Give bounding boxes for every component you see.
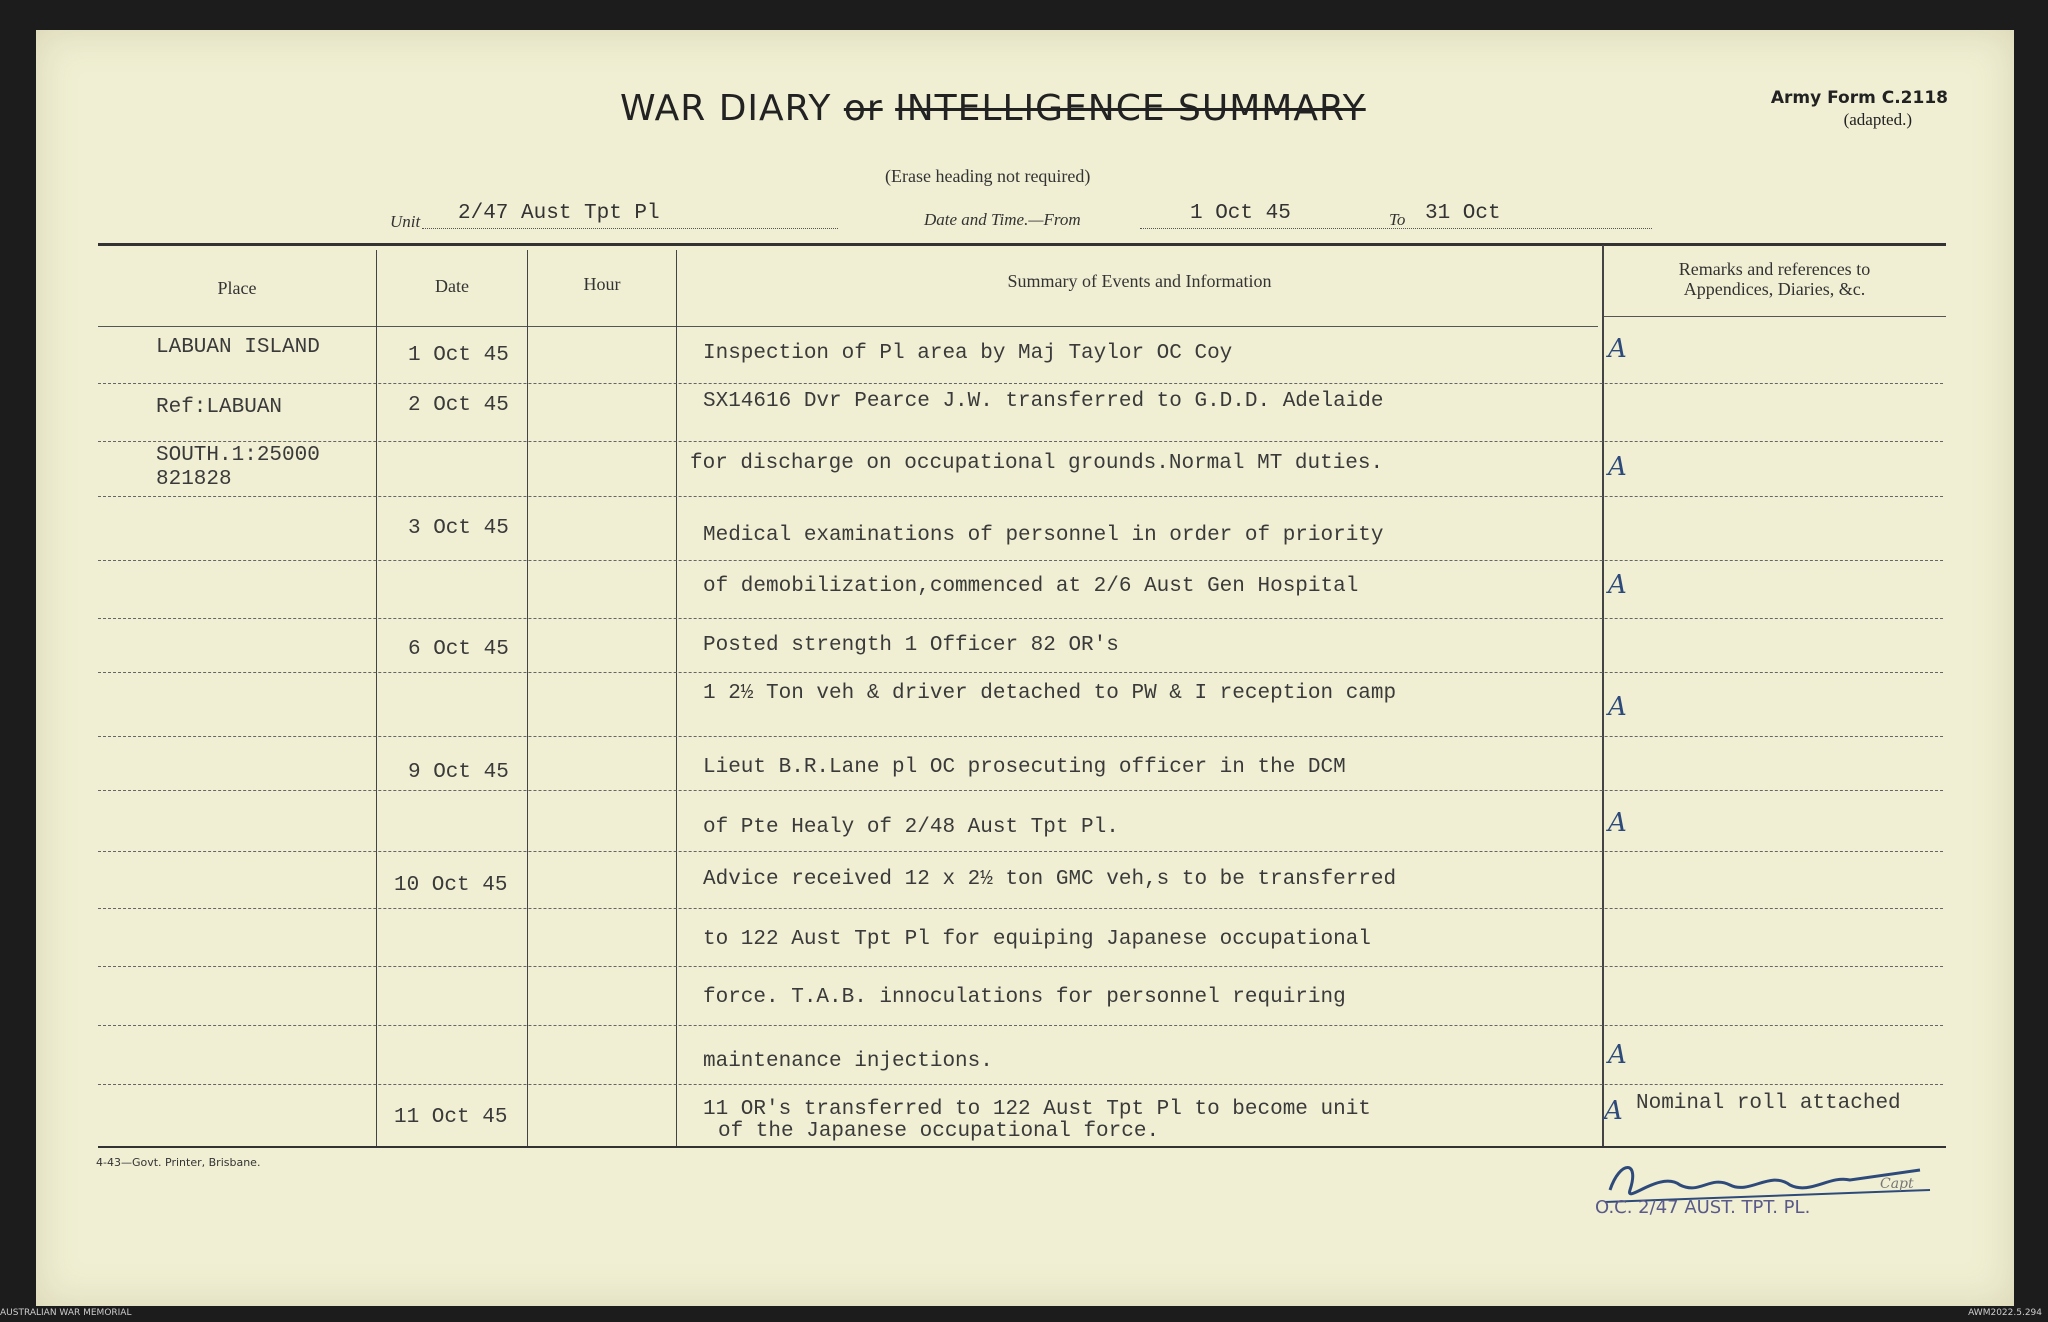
unit-value: 2/47 Aust Tpt Pl — [458, 202, 660, 225]
row-rule — [98, 383, 1943, 384]
archive-reference: AWM2022.5.294 — [1968, 1308, 2042, 1318]
date-cell: 1 Oct 45 — [408, 344, 509, 367]
col-divider-hour — [676, 250, 677, 1146]
date-cell: 2 Oct 45 — [408, 394, 509, 417]
place-cell: SOUTH.1:25000 — [156, 444, 320, 467]
page-title — [620, 88, 1366, 129]
checked-mark: A — [1608, 570, 1627, 600]
checked-mark: A — [1608, 334, 1627, 364]
summary-cell: of demobilization,commenced at 2/6 Aust Gen Hospital — [703, 575, 1359, 598]
date-to: 31 Oct — [1425, 202, 1501, 225]
unit-underline — [422, 228, 838, 229]
date-cell: 10 Oct 45 — [394, 874, 508, 897]
row-rule — [98, 441, 1943, 442]
table-bottom-rule — [98, 1146, 1946, 1148]
header-date: Date — [435, 276, 469, 296]
row-rule — [98, 496, 1943, 497]
remark-cell: Nominal roll attached — [1636, 1092, 1901, 1115]
date-underline — [1140, 228, 1652, 229]
checked-mark: A — [1608, 452, 1627, 482]
place-cell: LABUAN ISLAND — [156, 336, 320, 359]
summary-cell: Posted strength 1 Officer 82 OR's — [703, 634, 1119, 657]
printer-imprint: 4-43—Govt. Printer, Brisbane. — [96, 1156, 261, 1169]
summary-cell: Medical examinations of personnel in order of priority — [703, 524, 1384, 547]
summary-cell: Inspection of Pl area by Maj Taylor OC Coy — [703, 342, 1233, 365]
date-cell: 9 Oct 45 — [408, 761, 509, 784]
checked-mark: A — [1608, 1040, 1627, 1070]
title-main: WAR DIARY — [620, 88, 832, 129]
summary-cell: of Pte Healy of 2/48 Aust Tpt Pl. — [703, 816, 1119, 839]
date-time-label: Date and Time.—From — [924, 210, 1081, 229]
row-rule — [98, 790, 1943, 791]
header-remarks-line1: Remarks and references to — [1678, 259, 1871, 279]
summary-cell: to 122 Aust Tpt Pl for equiping Japanese occupational — [703, 928, 1371, 951]
row-rule — [98, 1025, 1943, 1026]
summary-cell: SX14616 Dvr Pearce J.W. transferred to G.D.D. Adelaide — [703, 390, 1384, 413]
col-divider-date — [527, 250, 528, 1146]
header-summary: Summary of Events and Information — [1007, 271, 1272, 291]
date-to-label: To — [1389, 210, 1406, 229]
army-form-number: Army Form C.2118 — [1770, 88, 1948, 108]
place-cell: Ref:LABUAN — [156, 396, 283, 419]
summary-cell: for discharge on occupational grounds.Normal MT duties. — [690, 452, 1384, 475]
unit-label: Unit — [390, 212, 421, 231]
oc-stamp: O.C. 2/47 AUST. TPT. PL. — [1595, 1197, 1811, 1218]
row-rule — [98, 736, 1943, 737]
signature-suffix: Capt — [1880, 1176, 1914, 1192]
summary-cell: 11 OR's transferred to 122 Aust Tpt Pl to become unit — [703, 1098, 1371, 1121]
army-form-adapted: (adapted.) — [1843, 110, 1912, 129]
header-hour: Hour — [583, 274, 621, 294]
summary-cell: 1 2½ Ton veh & driver detached to PW & I reception camp — [703, 682, 1397, 705]
summary-cell: force. T.A.B. innoculations for personnel requiring — [703, 986, 1346, 1009]
date-from: 1 Oct 45 — [1190, 202, 1291, 225]
checked-mark: A — [1608, 808, 1627, 838]
table-top-rule — [98, 243, 1946, 246]
row-rule — [98, 618, 1943, 619]
header-place: Place — [217, 278, 257, 298]
date-cell: 6 Oct 45 — [408, 638, 509, 661]
col-divider-place — [376, 250, 377, 1146]
date-cell: 11 Oct 45 — [394, 1106, 508, 1129]
place-cell-line2: 821828 — [156, 468, 232, 491]
title-struck: INTELLIGENCE SUMMARY — [895, 88, 1366, 129]
summary-cell-line2: of the Japanese occupational force. — [718, 1120, 1160, 1143]
summary-cell: maintenance injections. — [703, 1050, 993, 1073]
row-rule — [98, 560, 1943, 561]
title-or: or — [843, 88, 883, 129]
date-cell: 3 Oct 45 — [408, 517, 509, 540]
row-rule — [98, 851, 1943, 852]
row-rule — [98, 672, 1943, 673]
archive-credit: AUSTRALIAN WAR MEMORIAL — [0, 1308, 132, 1318]
checked-mark: A — [1604, 1096, 1623, 1126]
row-rule — [98, 1084, 1943, 1085]
header-remarks-line2: Appendices, Diaries, &c. — [1683, 279, 1866, 299]
col-divider-summary — [1602, 245, 1604, 1146]
row-rule — [98, 908, 1943, 909]
summary-cell: Advice received 12 x 2½ ton GMC veh,s to be transferred — [703, 868, 1397, 891]
erase-note: (Erase heading not required) — [885, 166, 1091, 186]
summary-cell: Lieut B.R.Lane pl OC prosecuting officer in the DCM — [703, 756, 1346, 779]
header-rule-right — [1603, 316, 1946, 317]
header-rule-left — [98, 326, 1598, 327]
row-rule — [98, 966, 1943, 967]
checked-mark: A — [1608, 692, 1627, 722]
